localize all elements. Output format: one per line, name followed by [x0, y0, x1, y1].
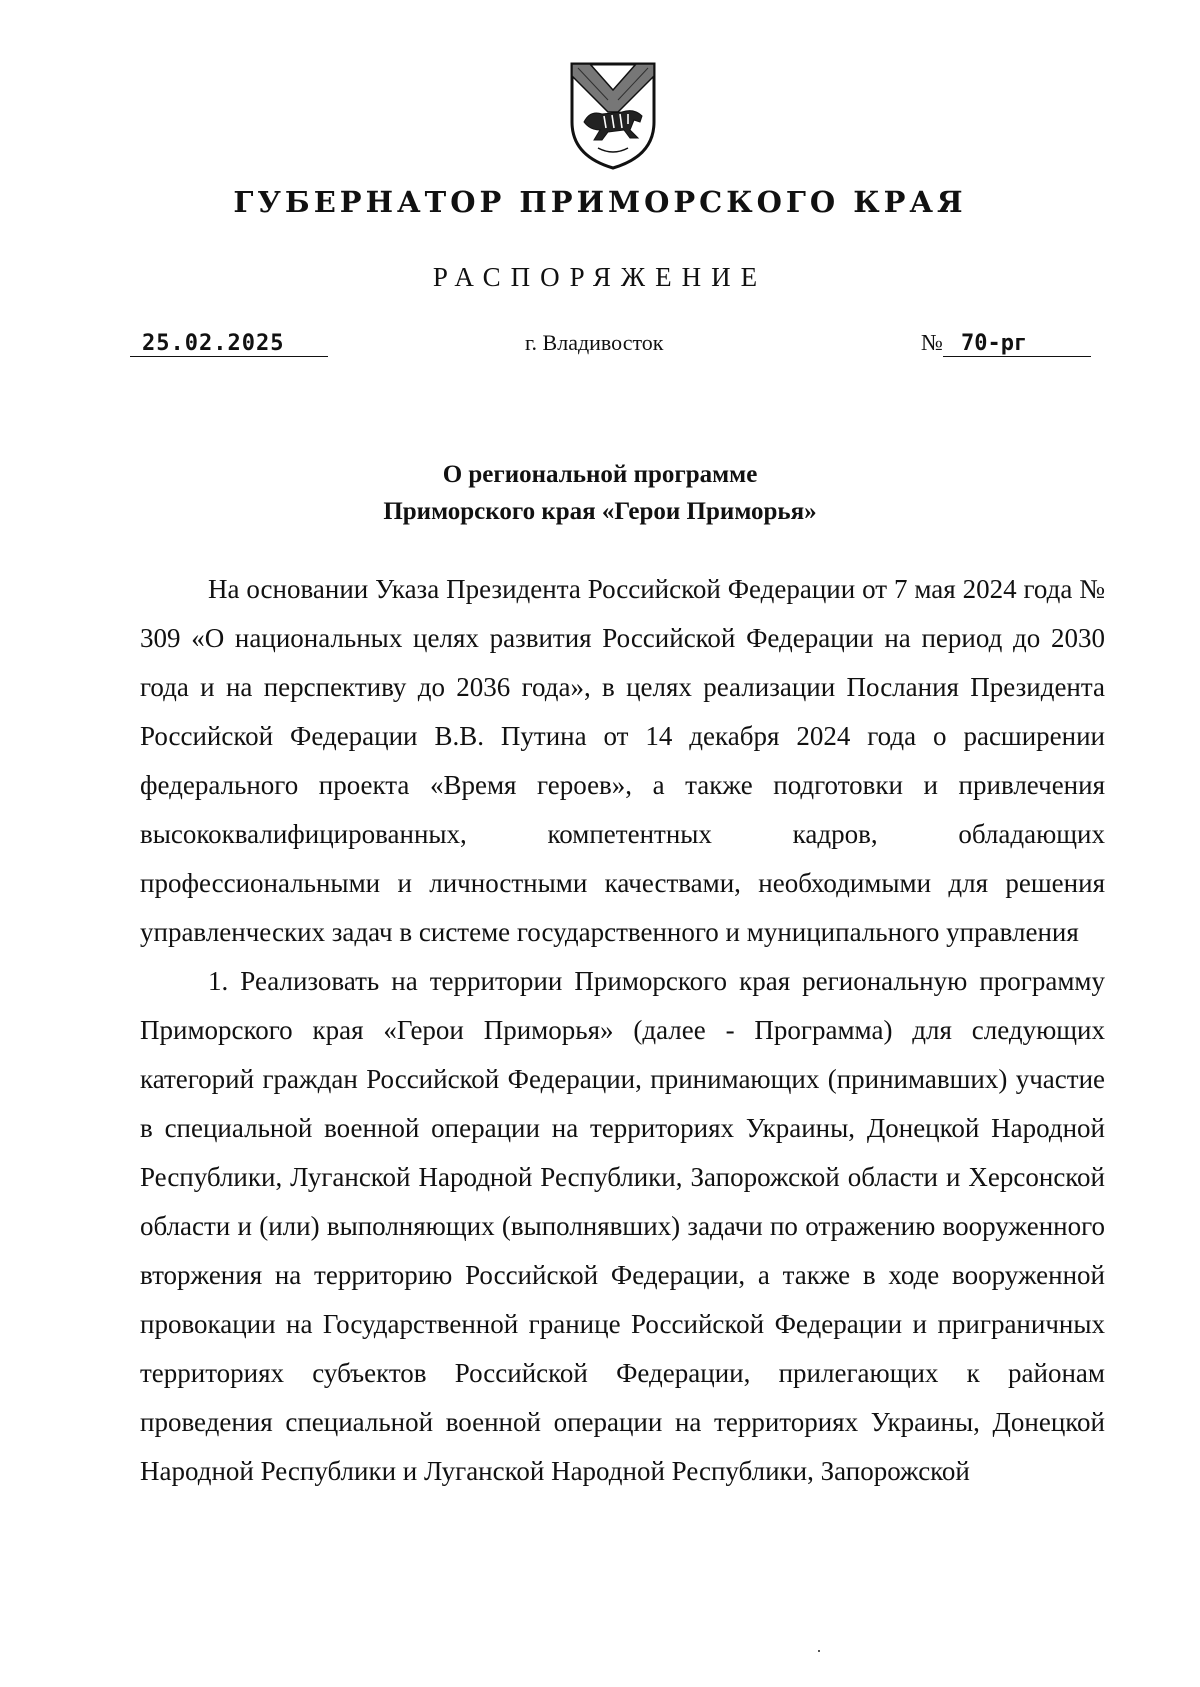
document-subject [0, 456, 1200, 530]
document-number-field [921, 330, 1106, 357]
subject-line-1: О региональной программе [442, 461, 758, 488]
document-number: 70-рг [960, 331, 1028, 356]
document-body [140, 565, 1105, 1496]
document-type: РАСПОРЯЖЕНИЕ [432, 262, 768, 292]
document-city: г. Владивосток [525, 330, 664, 355]
document-number-line [943, 330, 1091, 357]
preamble-paragraph: На основании Указа Президента Российской Федерации от 7 мая 2024 года № 309 «О национальных целях развития Российской Федерации на период до 2030 года и на перспективу до 2036 года», в целях реализации Послания Президента Российской Федерации В.В. Путина от 14 декабря 2024 года о расширении федерального проекта «Время героев», а также подготовки и привлечения высококвалифицированных, компетентных кадров, обладающих профессиональными и личностными качествами, необходимыми для решения управленческих задач в системе государственного и муниципального управления [140, 574, 1105, 947]
coat-of-arms-emblem [568, 60, 658, 172]
subject-line-2: Приморского края «Герои Приморья» [383, 498, 817, 525]
item-1-paragraph: 1. Реализовать на территории Приморского края региональную программу Приморского края «Герои Приморья» (далее - Программа) для следующих категорий граждан Российской Федерации, принимающих (принимавших) участие в специальной военной операции на территориях Украины, Донецкой Народной Республики, Луганской Народной Республики, Запорожской области и Херсонской области и (или) выполняющих (выполнявших) задачи по отражению вооруженного вторжения на территорию Российской Федерации, а также в ходе вооруженной провокации на Государственной границе Российской Федерации и приграничных территориях субъектов Российской Федерации, прилегающих к районам проведения специальной военной операции на территориях Украины, Донецкой Народной Республики и Луганской Народной Республики, Запорожской [140, 966, 1105, 1486]
issuer-title: ГУБЕРНАТОР ПРИМОРСКОГО КРАЯ [233, 185, 967, 219]
document-date-field [130, 330, 328, 357]
number-sign: № [921, 330, 943, 355]
document-date: 25.02.2025 [142, 331, 285, 356]
scan-speck [818, 1650, 820, 1652]
